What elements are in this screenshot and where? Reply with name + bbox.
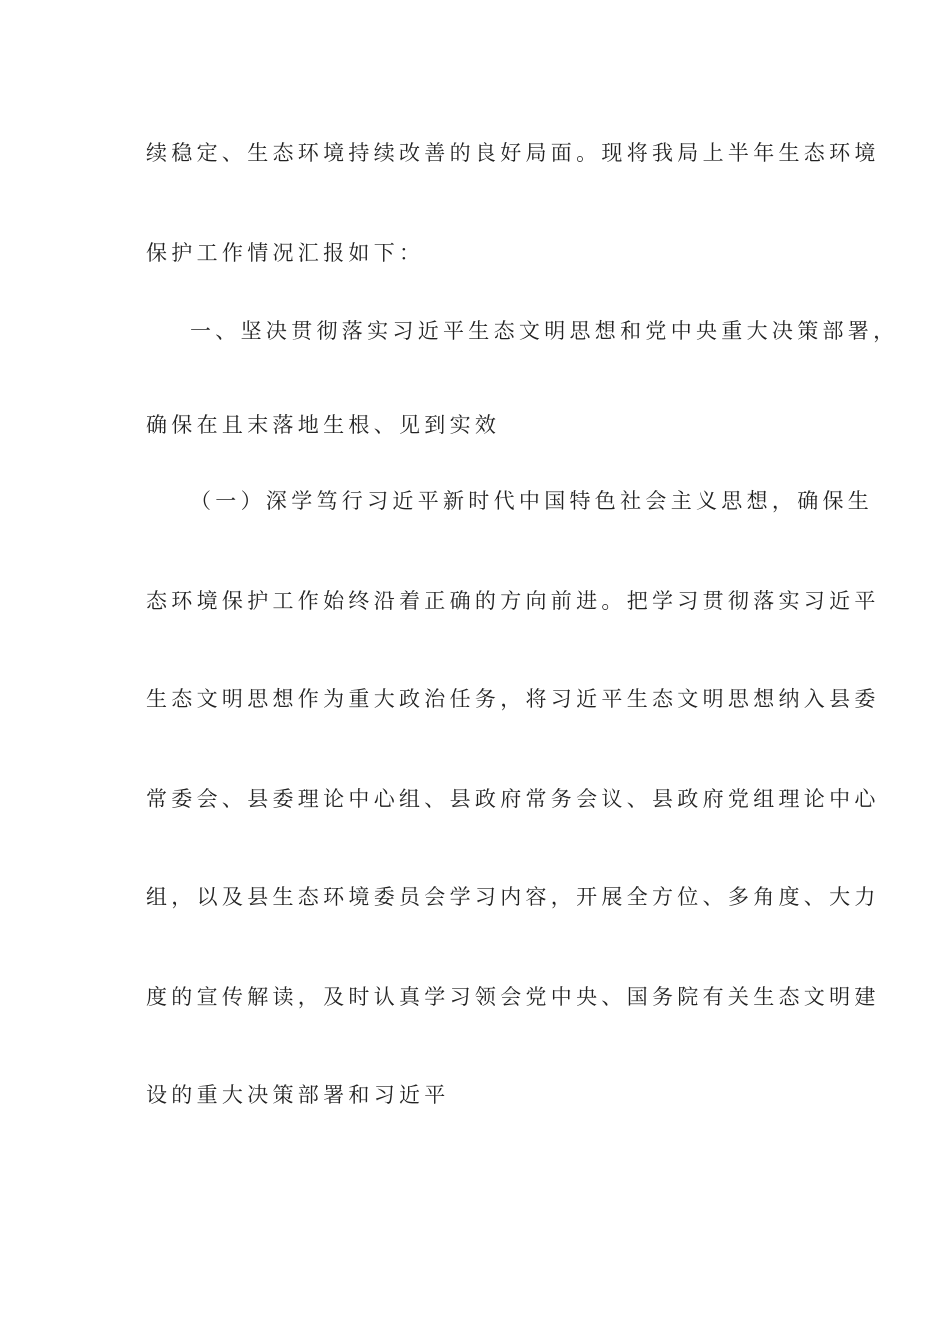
body-text-line: 保护工作情况汇报如下： xyxy=(146,241,425,265)
body-text-line: 常委会、县委理论中心组、县政府常务会议、县政府党组理论中心 xyxy=(146,787,880,811)
body-text-line: 设的重大决策部署和习近平 xyxy=(146,1083,450,1107)
body-text-line: 态环境保护工作始终沿着正确的方向前进。把学习贯彻落实习近平 xyxy=(146,589,880,613)
subsection-heading-line: （一）深学笃行习近平新时代中国特色社会主义思想，确保生 xyxy=(190,489,874,513)
body-text-line: 度的宣传解读，及时认真学习领会党中央、国务院有关生态文明建 xyxy=(146,985,880,1009)
body-text-line: 组，以及县生态环境委员会学习内容，开展全方位、多角度、大力 xyxy=(146,885,880,909)
body-text-line: 生态文明思想作为重大政治任务，将习近平生态文明思想纳入县委 xyxy=(146,687,880,711)
body-text-line: 续稳定、生态环境持续改善的良好局面。现将我局上半年生态环境 xyxy=(146,141,880,165)
section-heading-line: 一、坚决贯彻落实习近平生态文明思想和党中央重大决策部署， xyxy=(190,319,899,343)
section-heading-line: 确保在且末落地生根、见到实效 xyxy=(146,413,501,437)
